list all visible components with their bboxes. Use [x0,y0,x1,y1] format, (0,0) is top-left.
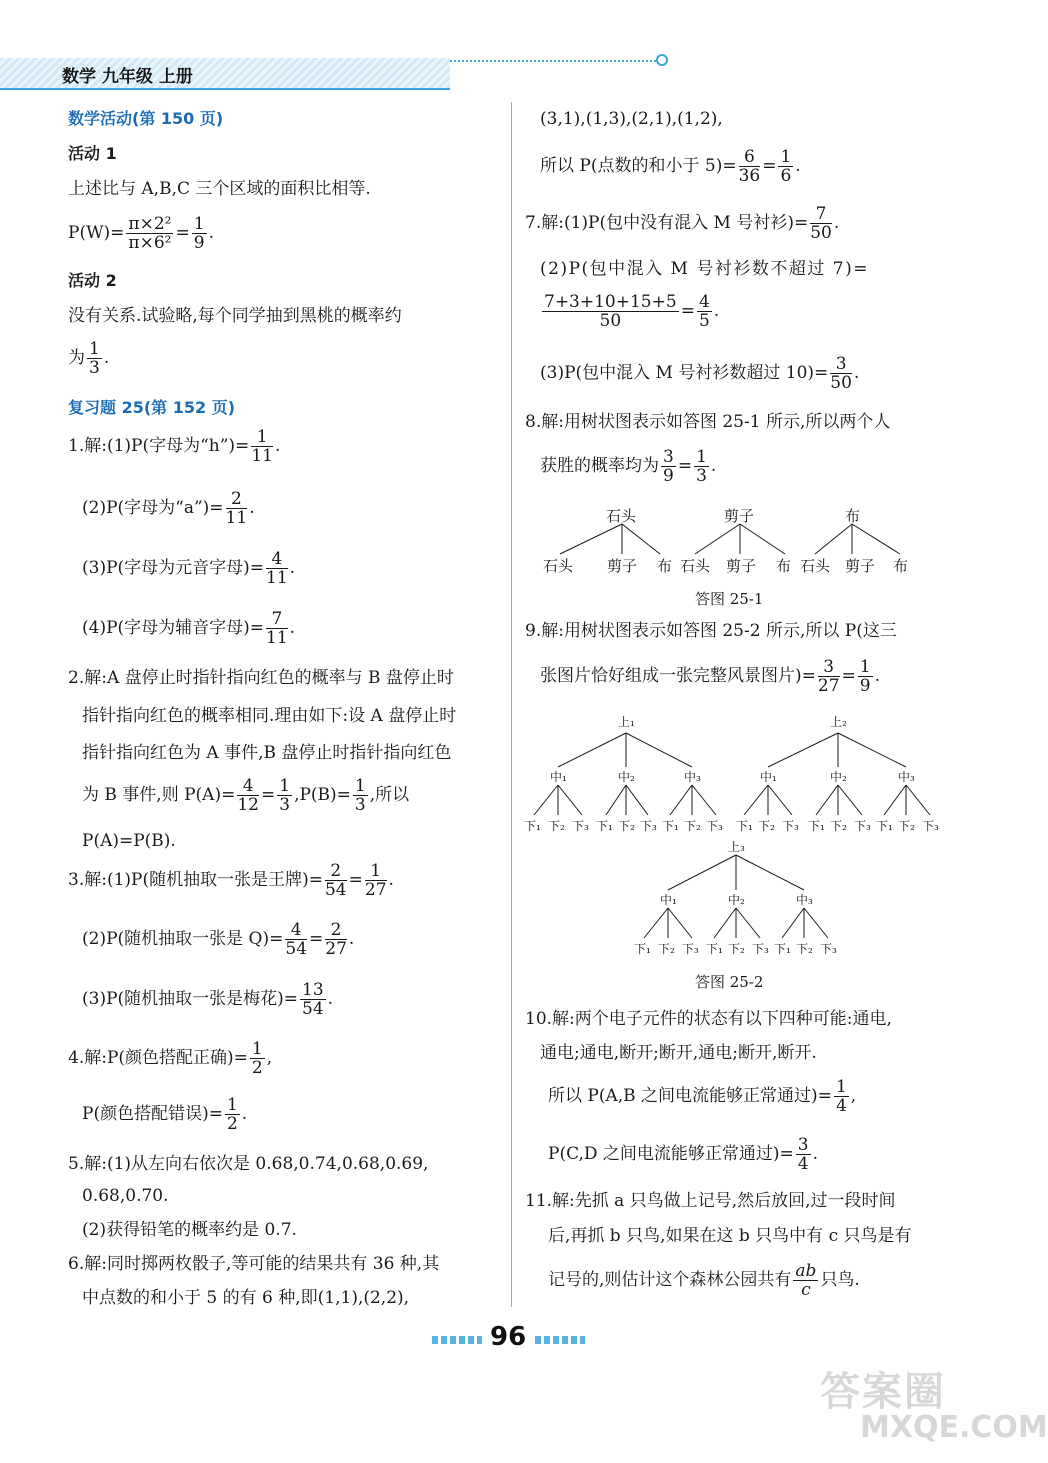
q5-line3: (2)获得铅笔的概率约是 0.7. [82,1220,297,1240]
q5-line2: 0.68,0.70. [82,1186,169,1206]
tree1-root: 石头 [606,507,637,525]
q1-part3: (3)P(字母为元音字母)= $\frac{4}{11}$ . [82,549,296,588]
tree1-leaf: 石头 [680,557,711,575]
activity-1-label: 活动 1 [68,144,117,163]
q10-line3: 所以 P(A,B 之间电流能够正常通过)= $\frac{1}{4}$ , [548,1077,857,1116]
tree1-leaf: 布 [657,557,673,575]
tree2-leaf: 下₁ [876,819,893,833]
page-number-decoration-left [432,1336,482,1344]
tree2-leaf: 下₃ [706,819,723,833]
activity-2-text: 没有关系.试验略,每个同学抽到黑桃的概率约 [68,306,402,326]
tree1-leaf: 石头 [543,557,574,575]
column-divider [511,102,512,1307]
tree1-branches [530,520,930,560]
tree2-mid: 中₃ [796,893,813,907]
q11-line3: 记号的,则估计这个森林公园共有 $\frac{ab}{c}$ 只鸟. [548,1261,860,1300]
q2-line5: P(A)=P(B). [82,831,176,851]
tree2-leaf: 下₁ [808,819,825,833]
activity-2-answer: 为 $\frac{1}{3}$ . [68,339,110,378]
q1-part4: (4)P(字母为辅音字母)= $\frac{7}{11}$ . [82,609,296,648]
page-number-decoration-right [535,1336,585,1344]
tree2-leaf: 下₁ [706,942,723,956]
q5-line1: 5.解:(1)从左向右依次是 0.68,0.74,0.68,0.69, [68,1154,429,1174]
section-title-review: 复习题 25(第 152 页) [68,398,236,417]
tree2-mid: 中₂ [728,893,745,907]
q7-part1: 7.解:(1)P(包中没有混入 M 号衬衫)= $\frac{7}{50}$ . [525,204,840,243]
q6-line3: (3,1),(1,3),(2,1),(1,2), [540,109,723,129]
header-circle-icon [656,54,668,66]
tree2-leaf: 下₂ [898,819,915,833]
tree2-root: 上₁ [618,715,635,729]
tree1-leaf: 剪子 [726,557,757,575]
q4-part1: 4.解:P(颜色搭配正确)= $\frac{1}{2}$ , [68,1039,273,1078]
q4-part2: P(颜色搭配错误)= $\frac{1}{2}$ . [82,1095,248,1134]
page-number: 96 [490,1322,527,1352]
tree1-caption: 答图 25-1 [695,590,764,608]
tree1-root: 布 [845,507,861,525]
q2-line3: 指针指向红色为 A 事件,B 盘停止时指针指向红色 [82,743,452,763]
tree2-leaf: 下₃ [572,819,589,833]
tree2-leaf: 下₃ [922,819,939,833]
tree2-leaf: 下₃ [752,942,769,956]
activity-2-label: 活动 2 [68,271,117,290]
tree2-leaf: 下₃ [640,819,657,833]
tree2-mid: 中₃ [684,770,701,784]
activity-1-text: 上述比与 A,B,C 三个区域的面积比相等. [68,179,371,199]
q6-line4: 所以 P(点数的和小于 5)= $\frac{6}{36}$ = $\frac{1}{6}$ . [540,147,801,186]
tree2-mid: 中₃ [898,770,915,784]
q10-line4: P(C,D 之间电流能够正常通过)= $\frac{3}{4}$ . [548,1135,819,1174]
q8-line1: 8.解:用树状图表示如答图 25-1 所示,所以两个人 [525,412,891,432]
q2-line1: 2.解:A 盘停止时指针指向红色的概率与 B 盘停止时 [68,668,454,688]
tree2-mid: 中₁ [660,893,677,907]
q9-line1: 9.解:用树状图表示如答图 25-2 所示,所以 P(这三 [525,621,897,641]
page-header-title: 数学 九年级 上册 [62,67,193,87]
tree1-leaf: 石头 [800,557,831,575]
tree2-leaf: 下₂ [796,942,813,956]
q9-line2: 张图片恰好组成一张完整风景图片)= $\frac{3}{27}$ = $\frac{1}{9}$ . [540,657,881,696]
tree2-mid: 中₁ [760,770,777,784]
section-title-activity: 数学活动(第 150 页) [68,109,224,128]
tree1-leaf: 剪子 [845,557,876,575]
q8-line2: 获胜的概率均为 $\frac{3}{9}$ = $\frac{1}{3}$ . [540,447,717,486]
q1-part2: (2)P(字母为“a”)= $\frac{2}{11}$ . [82,489,255,528]
watermark-logo: 答案圈 [820,1369,946,1415]
q1-part1: 1.解:(1)P(字母为“h”)= $\frac{1}{11}$ . [68,427,281,466]
q3-part1: 3.解:(1)P(随机抽取一张是王牌)= $\frac{2}{54}$ = $\frac{1}{27}$ . [68,861,394,900]
tree2-leaf: 下₃ [820,942,837,956]
q6-line2: 中点数的和小于 5 的有 6 种,即(1,1),(2,2), [82,1288,410,1308]
q7-part2-line1: (2)P(包中混入 M 号衬衫数不超过 7)= [540,259,869,279]
tree2-leaf: 下₁ [736,819,753,833]
tree2-leaf: 下₂ [658,942,675,956]
tree2-leaf: 下₂ [548,819,565,833]
q2-line4: 为 B 事件,则 P(A)= $\frac{4}{12}$ = $\frac{1}{3}$ ,P(B)= $\frac{1}{3}$ ,所以 [82,776,410,815]
tree2-root: 上₃ [728,840,745,854]
tree2-caption: 答图 25-2 [695,973,764,991]
tree1-leaf: 布 [776,557,792,575]
tree2-leaf: 下₂ [684,819,701,833]
tree1-leaf: 剪子 [607,557,638,575]
q10-line2: 通电;通电,断开;断开,通电;断开,断开. [540,1043,817,1063]
q3-part2: (2)P(随机抽取一张是 Q)= $\frac{4}{54}$ = $\frac{2}{27}$ . [82,920,355,959]
tree2-leaf: 下₁ [524,819,541,833]
tree2-leaf: 下₁ [662,819,679,833]
watermark-url: MXQE.COM [860,1410,1048,1445]
tree2-leaf: 下₃ [854,819,871,833]
tree2-leaf: 下₃ [682,942,699,956]
tree2-mid: 中₂ [618,770,635,784]
tree2-leaf: 下₃ [782,819,799,833]
tree2-leaf: 下₂ [758,819,775,833]
header-dotted-line [450,60,660,63]
tree2-leaf: 下₂ [830,819,847,833]
tree1-root: 剪子 [724,507,755,525]
tree2-mid: 中₁ [550,770,567,784]
tree2-leaf: 下₁ [596,819,613,833]
tree2-leaf: 下₁ [774,942,791,956]
q10-line1: 10.解:两个电子元件的状态有以下四种可能:通电, [525,1009,892,1029]
q7-part2-line2: $\frac{7+3+10+15+5}{50}$ = $\frac{4}{5}$ . [544,292,720,331]
tree2-leaf: 下₂ [618,819,635,833]
q11-line2: 后,再抓 b 只鸟,如果在这 b 只鸟中有 c 只鸟是有 [548,1226,912,1246]
tree2-root: 上₂ [830,715,847,729]
q2-line2: 指针指向红色的概率相同.理由如下:设 A 盘停止时 [82,706,457,726]
activity-1-formula: P(W)= $\frac{\text{π×2²}}{\text{π×6²}}$ = $\frac{1}{9}$ . [68,214,214,253]
tree2-leaf: 下₁ [634,942,651,956]
q7-part3: (3)P(包中混入 M 号衬衫数超过 10)= $\frac{3}{50}$ . [540,354,860,393]
q6-line1: 6.解:同时掷两枚骰子,等可能的结果共有 36 种,其 [68,1254,440,1274]
tree1-leaf: 布 [893,557,909,575]
header-underline [0,88,450,90]
tree2-leaf: 下₂ [728,942,745,956]
q11-line1: 11.解:先抓 a 只鸟做上记号,然后放回,过一段时间 [525,1191,896,1211]
q3-part3: (3)P(随机抽取一张是梅花)= $\frac{13}{54}$ . [82,980,334,1019]
tree2-mid: 中₂ [830,770,847,784]
